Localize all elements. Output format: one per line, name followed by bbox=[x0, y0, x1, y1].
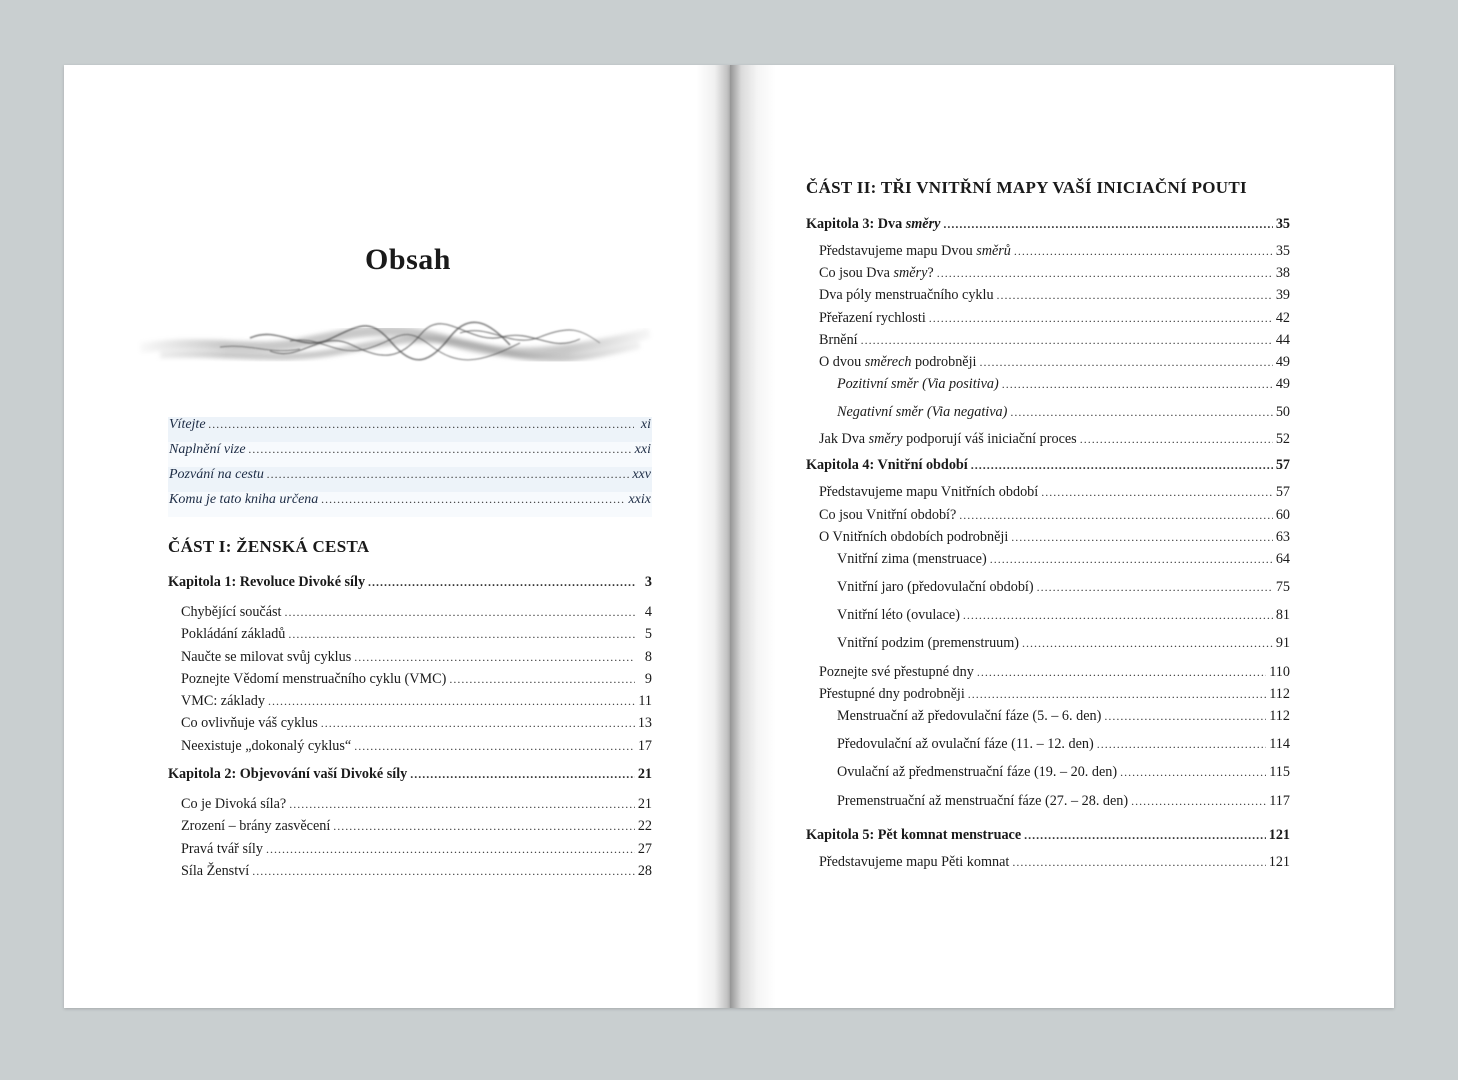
toc-entry[interactable]: Naplnění vize ..... xxi bbox=[168, 442, 652, 467]
toc-subentry[interactable]: Vnitřní léto (ovulace) ..... 81 bbox=[806, 607, 1290, 635]
toc-chapter[interactable]: Kapitola 1: Revoluce Divoké síly ..... 3 bbox=[168, 574, 652, 600]
toc-entry[interactable]: Vítejte ..... xi bbox=[168, 417, 652, 442]
toc-entry[interactable]: Poznejte své přestupné dny ..... 110 bbox=[806, 664, 1290, 686]
part-heading: ČÁST II: TŘI VNITŘNÍ MAPY VAŠÍ INICIAČNÍ POUTI bbox=[806, 178, 1247, 197]
left-page bbox=[64, 65, 730, 1008]
gutter-shadow-right bbox=[730, 65, 776, 1008]
toc-entry[interactable]: Pozvání na cestu ..... xxv bbox=[168, 467, 652, 492]
toc-entry[interactable]: Chybějící součást ..... 4 bbox=[168, 604, 652, 626]
toc-entry[interactable]: O dvou směrech podrobněji ..... 49 bbox=[806, 354, 1290, 376]
right-page bbox=[730, 65, 1394, 1008]
toc-entry[interactable]: Neexistuje „dokonalý cyklus“ ..... 17 bbox=[168, 738, 652, 760]
toc-subentry[interactable]: Vnitřní zima (menstruace) ..... 64 bbox=[806, 551, 1290, 579]
toc-entry[interactable]: Představujeme mapu Pěti komnat ..... 121 bbox=[806, 854, 1290, 876]
toc-subentry[interactable]: Menstruační až předovulační fáze (5. – 6. den) ..... 112 bbox=[806, 708, 1290, 736]
toc-chapter[interactable]: Kapitola 3: Dva směry ..... 35 bbox=[806, 216, 1290, 242]
toc-entry[interactable]: Zrození – brány zasvěcení ..... 22 bbox=[168, 818, 652, 840]
toc-part-1 bbox=[168, 574, 652, 885]
toc-entry[interactable]: Pravá tvář síly ..... 27 bbox=[168, 841, 652, 863]
part-heading: ČÁST I: ŽENSKÁ CESTA bbox=[168, 537, 370, 556]
toc-entry[interactable]: VMC: základy ..... 11 bbox=[168, 693, 652, 715]
toc-entry[interactable]: Co ovlivňuje váš cyklus ..... 13 bbox=[168, 715, 652, 737]
smoke-ornament bbox=[130, 293, 664, 389]
toc-subentry[interactable]: Předovulační až ovulační fáze (11. – 12. den) ..... 114 bbox=[806, 736, 1290, 764]
toc-subentry[interactable]: Ovulační až předmenstruační fáze (19. – 20. den) ..... 115 bbox=[806, 764, 1290, 792]
toc-entry[interactable]: Pokládání základů ..... 5 bbox=[168, 626, 652, 648]
toc-entry[interactable]: Představujeme mapu Dvou směrů ..... 35 bbox=[806, 243, 1290, 265]
toc-entry[interactable]: Přestupné dny podrobněji ..... 112 bbox=[806, 686, 1290, 708]
gutter-shadow-left bbox=[696, 65, 730, 1008]
toc-entry[interactable]: Co je Divoká síla? ..... 21 bbox=[168, 796, 652, 818]
toc-entry[interactable]: Dva póly menstruačního cyklu ..... 39 bbox=[806, 287, 1290, 309]
toc-part-2 bbox=[806, 216, 1290, 876]
toc-entry[interactable]: Přeřazení rychlosti ..... 42 bbox=[806, 310, 1290, 332]
toc-entry[interactable]: O Vnitřních obdobích podrobněji ..... 63 bbox=[806, 529, 1290, 551]
toc-subentry[interactable]: Vnitřní jaro (předovulační období) ..... 75 bbox=[806, 579, 1290, 607]
toc-entry[interactable]: Naučte se milovat svůj cyklus ..... 8 bbox=[168, 649, 652, 671]
toc-subentry[interactable]: Pozitivní směr (Via positiva) ..... 49 bbox=[806, 376, 1290, 404]
toc-chapter[interactable]: Kapitola 4: Vnitřní období ..... 57 bbox=[806, 457, 1290, 483]
toc-entry[interactable]: Poznejte Vědomí menstruačního cyklu (VMC) ..... 9 bbox=[168, 671, 652, 693]
toc-entry[interactable]: Síla Ženství ..... 28 bbox=[168, 863, 652, 885]
toc-entry[interactable]: Komu je tato kniha určena ..... xxix bbox=[168, 492, 652, 517]
toc-subentry[interactable]: Vnitřní podzim (premenstruum) ..... 91 bbox=[806, 635, 1290, 663]
toc-chapter[interactable]: Kapitola 2: Objevování vaší Divoké síly ..... 21 bbox=[168, 766, 652, 792]
toc-entry[interactable]: Brnění ..... 44 bbox=[806, 332, 1290, 354]
toc-subentry[interactable]: Negativní směr (Via negativa) ..... 50 bbox=[806, 404, 1290, 432]
front-matter-list bbox=[168, 417, 652, 517]
toc-subentry[interactable]: Premenstruační až menstruační fáze (27. – 28. den) ..... 117 bbox=[806, 793, 1290, 821]
toc-entry[interactable]: Co jsou Vnitřní období? ..... 60 bbox=[806, 507, 1290, 529]
page-title: Obsah bbox=[365, 243, 451, 276]
toc-entry[interactable]: Jak Dva směry podporují váš iniciační proces ..... 52 bbox=[806, 431, 1290, 457]
toc-entry[interactable]: Představujeme mapu Vnitřních období ..... 57 bbox=[806, 484, 1290, 506]
toc-chapter[interactable]: Kapitola 5: Pět komnat menstruace ..... 121 bbox=[806, 827, 1290, 853]
toc-entry[interactable]: Co jsou Dva směry? ..... 38 bbox=[806, 265, 1290, 287]
